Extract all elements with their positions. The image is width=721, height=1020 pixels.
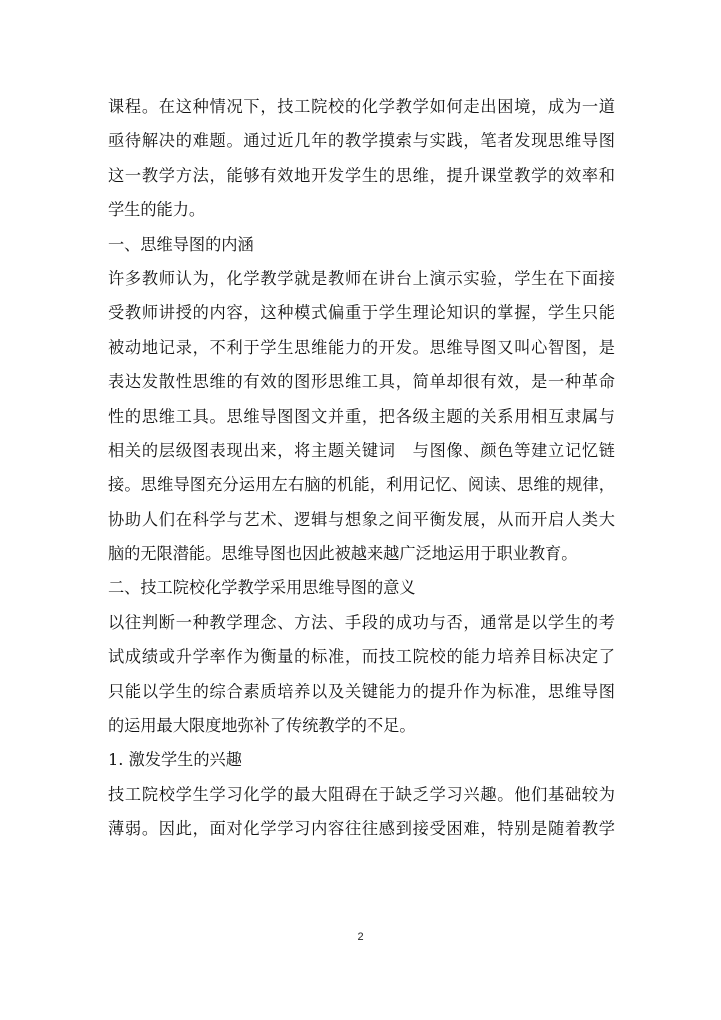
text-line: 性的思维工具。思维导图图文并重，把各级主题的关系用相互隶属与 [108,406,615,426]
text-line: 表达发散性思维的有效的图形思维工具，简单却很有效，是一种革命 [108,372,615,392]
text-line: 试成绩或升学率作为衡量的标准，而技工院校的能力培养目标决定了 [108,647,615,667]
section-heading: 1. 激发学生的兴趣 [108,750,242,770]
text-line: 受教师讲授的内容，这种模式偏重于学生理论知识的掌握，学生只能 [108,303,615,323]
text-line: 接。思维导图充分运用左右脑的机能，利用记忆、阅读、思维的规律， [108,475,615,495]
text-line: 许多教师认为，化学教学就是教师在讲台上演示实验，学生在下面接 [108,268,615,288]
text-line: 脑的无限潜能。思维导图也因此被越来越广泛地运用于职业教育。 [108,544,578,564]
text-line: 以往判断一种教学理念、方法、手段的成功与否，通常是以学生的考 [108,612,615,632]
text-line: 亟待解决的难题。通过近几年的教学摸索与实践，笔者发现思维导图 [108,131,615,151]
document-body [108,90,615,847]
text-line: 薄弱。因此，面对化学学习内容往往感到接受困难，特别是随着教学 [108,819,615,839]
text-line: 课程。在这种情况下，技工院校的化学教学如何走出困境，成为一道 [108,97,615,116]
text-line: 协助人们在科学与艺术、逻辑与想象之间平衡发展，从而开启人类大 [108,509,615,529]
page-number: 2 [357,931,364,943]
text-line: 的运用最大限度地弥补了传统教学的不足。 [108,716,416,736]
text-line: 相关的层级图表现出来，将主题关键词 与图像、颜色等建立记忆链 [108,440,615,460]
text-line: 被动地记录，不利于学生思维能力的开发。思维导图又叫心智图，是 [108,337,615,357]
text-line: 学生的能力。 [108,200,206,220]
text-line: 技工院校学生学习化学的最大阻碍在于缺乏学习兴趣。他们基础较为 [108,784,615,804]
text-line: 只能以学生的综合素质培养以及关键能力的提升作为标准，思维导图 [108,681,615,701]
section-heading: 二、技工院校化学教学采用思维导图的意义 [108,578,416,598]
text-line: 这一教学方法，能够有效地开发学生的思维，提升课堂教学的效率和 [108,165,615,185]
section-heading: 一、思维导图的内涵 [108,234,254,254]
